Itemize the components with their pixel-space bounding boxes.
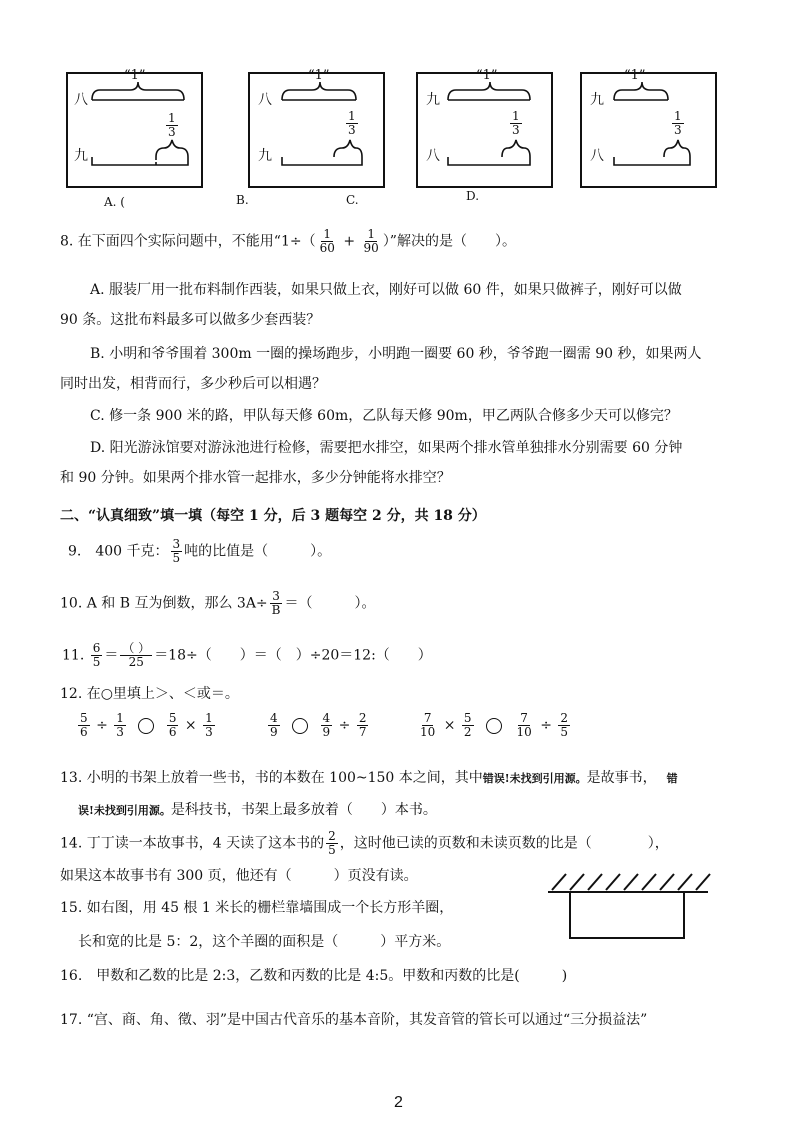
box-d-top-label: 九 <box>590 92 604 108</box>
box-b-quote: “1” <box>308 68 330 83</box>
box-b-top-label: 八 <box>258 92 272 108</box>
reference-error-1: 错误!未找到引用源。 <box>482 772 587 785</box>
q12-expression-1: $\frac{5}{6}$ ÷ $\frac{1}{3}$ $\frac{5}{6}$ × $\frac{1}{3}$ <box>80 711 213 739</box>
question-13-line2: 误!未找到引用源。是科技书，书架上最多放着（ ）本书。 <box>78 802 437 818</box>
box-c-quote: “1” <box>476 68 498 83</box>
fraction-2-5: $\frac{2}{5}$ <box>328 829 336 857</box>
compare-circle-1[interactable] <box>138 718 154 734</box>
box-b-fraction: $\frac{1}{3}$ <box>348 109 356 137</box>
question-8-stem: 8. 在下面四个实际问题中，不能用“1÷（ $\frac{1}{60}$ + $\frac{1}{90}$ ）”解决的是（ ）。 <box>60 227 516 255</box>
q12-expression-3: $\frac{7}{10}$ × $\frac{5}{2}$ $\frac{7}{10}$ ÷ $\frac{2}{5}$ <box>420 711 569 739</box>
q8-option-a-line2: 90 条。这批布料最多可以做多少套西装？ <box>60 312 321 328</box>
question-11: 11. $\frac{6}{5}$ ＝ $\frac{( )}{25}$ ＝18÷（ ）＝（ ）÷20＝12:（ ） <box>62 641 432 669</box>
question-10: 10. A 和 B 互为倒数，那么 3A÷ $\frac{3}{B}$ ＝（ ）。 <box>60 589 376 617</box>
compare-circle-2[interactable] <box>292 718 308 734</box>
box-a-fraction: $\frac{1}{3}$ <box>168 111 176 139</box>
option-b-label: B. <box>236 193 249 207</box>
section-2-heading: 二、“认真细致”填一填（每空 1 分，后 3 题每空 2 分，共 18 分） <box>60 508 486 524</box>
question-12-title: 12. 在○里填上＞、＜或＝。 <box>60 686 239 702</box>
box-d-bottom-label: 八 <box>590 148 604 164</box>
box-a-bottom-label: 九 <box>74 148 88 164</box>
box-c-bottom-label: 八 <box>426 148 440 164</box>
question-14-line1: 14. 丁丁读一本故事书，4 天读了这本书的 $\frac{2}{5}$ ，这时他已读的页数和未读页数的比是（ ）， <box>60 829 669 857</box>
q8-option-d-line2: 和 90 分钟。如果两个排水管一起排水，多少分钟能将水排空？ <box>60 470 451 486</box>
box-a-quote: “1” <box>124 68 146 83</box>
fraction-blank-25: $\frac{( )}{25}$ <box>122 641 151 669</box>
fraction-3-b: $\frac{3}{B}$ <box>271 589 281 617</box>
option-a-label: A. ( <box>104 195 125 209</box>
question-16: 16. 甲数和乙数的比是 2:3，乙数和丙数的比是 4:5。甲数和丙数的比是( ) <box>60 968 568 984</box>
q12-expression-2: $\frac{4}{9}$ $\frac{4}{9}$ ÷ $\frac{2}{7}$ <box>270 711 367 739</box>
box-d-quote: “1” <box>624 68 646 83</box>
question-14-line2: 如果这本故事书有 300 页，他还有（ ）页没有读。 <box>60 868 418 884</box>
question-15-line1: 15. 如右图，用 45 根 1 米长的栅栏靠墙围成一个长方形羊圈， <box>60 900 454 916</box>
box-b-bottom-label: 九 <box>258 148 272 164</box>
fraction-3-5: $\frac{3}{5}$ <box>172 537 181 565</box>
option-d-label: D. <box>466 189 480 203</box>
diagram-lines <box>0 0 794 210</box>
question-17: 17. “宫、商、角、徵、羽”是中国古代音乐的基本音阶，其发音管的管长可以通过“三分损益法” <box>60 1012 648 1028</box>
question-15-line2: 长和宽的比是 5：2，这个羊圈的面积是（ ）平方米。 <box>78 934 451 950</box>
q8-option-a-line1: A. 服装厂用一批布料制作西装，如果只做上衣，刚好可以做 60 件，如果只做裤子，刚好可以做 <box>90 282 682 298</box>
q8-option-d-line1: D. 阳光游泳馆要对游泳池进行检修，需要把水排空，如果两个排水管单独排水分别需要 60 分钟 <box>90 440 683 456</box>
reference-error-2b: 误!未找到引用源。 <box>78 804 171 817</box>
q8-option-b-line2: 同时出发，相背而行，多少秒后可以相遇？ <box>60 376 326 392</box>
compare-circle-3[interactable] <box>486 718 502 734</box>
question-13-line1: 13. 小明的书架上放着一些书，书的本数在 100~150 本之间，其中错误!未找到引用源。是故事书， 错 <box>60 770 678 786</box>
option-c-label: C. <box>346 193 359 207</box>
fraction-1-60: $\frac{1}{60}$ <box>319 227 335 255</box>
reference-error-2a: 错 <box>666 772 678 785</box>
box-c-fraction: $\frac{1}{3}$ <box>512 109 520 137</box>
question-9: 9. 400 千克： $\frac{3}{5}$ 吨的比值是（ ）。 <box>68 537 332 565</box>
fraction-6-5: $\frac{6}{5}$ <box>92 641 101 669</box>
q8-option-b-line1: B. 小明和爷爷围着 300m 一圈的操场跑步，小明跑一圈要 60 秒，爷爷跑一圈需 90 秒，如果两人 <box>90 346 702 362</box>
box-c-top-label: 九 <box>426 92 440 108</box>
sheep-pen-figure <box>544 866 714 946</box>
q8-option-c: C. 修一条 900 米的路，甲队每天修 60m，乙队每天修 90m，甲乙两队合修多少天可以修完？ <box>90 408 678 424</box>
box-a-top-label: 八 <box>74 92 88 108</box>
page-number: 2 <box>394 1094 403 1111</box>
box-d-fraction: $\frac{1}{3}$ <box>674 109 682 137</box>
fraction-1-90: $\frac{1}{90}$ <box>363 227 379 255</box>
